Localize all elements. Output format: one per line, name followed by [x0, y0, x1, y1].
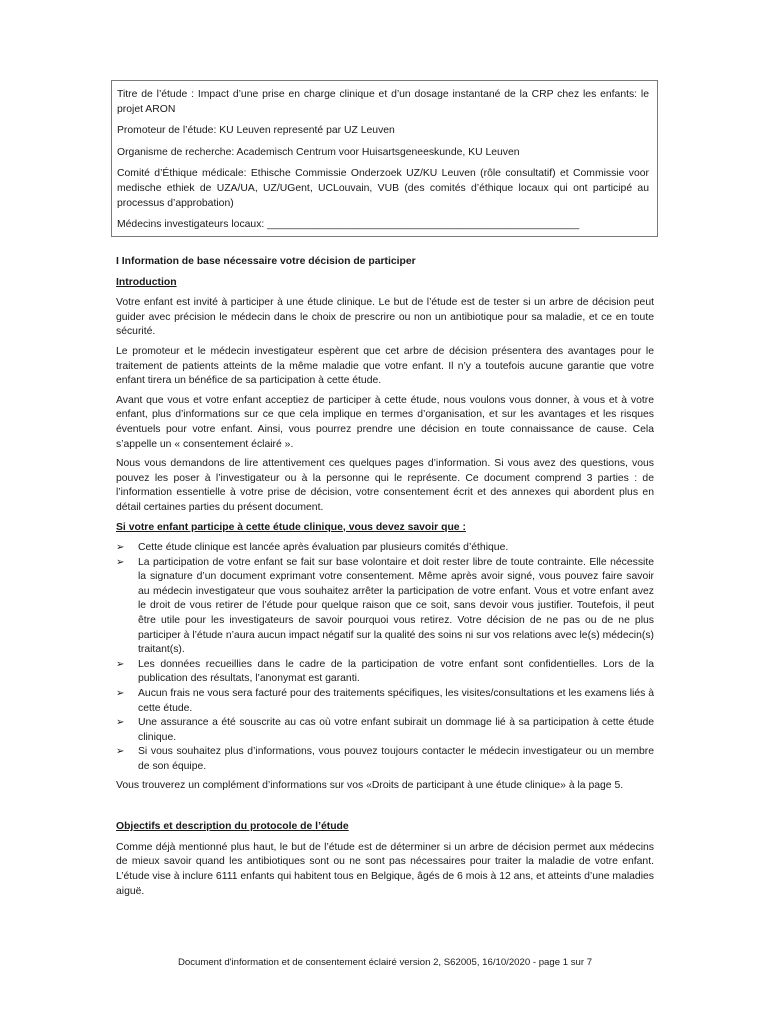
- objectives-heading: Objectifs et description du protocole de l’étude: [116, 821, 349, 833]
- list-item: [116, 687, 654, 716]
- arrow-bullet-icon: ➢: [116, 556, 125, 568]
- list-item: [116, 556, 654, 658]
- intro-paragraph: Le promoteur et le médecin investigateur espèrent que cet arbre de décision présentera des avantages pour le traitement de patients atteints de la même maladie que votre enfant. Il n’y a toutefois aucune garantie que votre enfant tirera un bénéfice de sa participation à cette étude.: [116, 345, 654, 387]
- list-item-text: Si vous souhaitez plus d’informations, vous pouvez toujours contacter le médecin investigateur ou un membre de son équipe.: [138, 746, 654, 772]
- arrow-bullet-icon: ➢: [116, 717, 125, 729]
- intro-paragraph: Nous vous demandons de lire attentivement ces quelques pages d’information. Si vous avez des questions, vous pouvez les poser à l’investigateur ou à la personne qui le représente. Ce document comprend 3 parties : de l’information essentielle à votre prise de décision, votre consentement écrit et des annexes qui abordent plus en détail certaines parties du présent document.: [116, 458, 654, 513]
- section-title: I Information de base nécessaire votre décision de participer: [116, 256, 416, 267]
- rights-reference: Vous trouverez un complément d’informations sur vos «Droits de participant à une étude clinique» à la page 5.: [116, 779, 624, 791]
- list-item: [116, 541, 654, 556]
- list-item-text: Cette étude clinique est lancée après évaluation par plusieurs comités d’éthique.: [138, 542, 509, 554]
- intro-paragraph: Votre enfant est invité à participer à une étude clinique. Le but de l’étude est de tester si un arbre de décision peut guider avec précision le médecin dans le choix de prescrire ou non un antibiotique pour sa maladie, et ce en toute sécurité.: [116, 297, 654, 338]
- intro-paragraph: Avant que vous et votre enfant acceptiez de participer à cette étude, nous voulons vous donner, à vous et à votre enfant, plus d’informations sur ce que cela implique en termes d’organisation, et sur les avantages et les risques éventuels pour votre enfant. Ainsi, vous pourrez prendre une décision en toute connaissance de cause. Cela s’appelle un « consentement éclairé ».: [116, 394, 654, 450]
- page-footer: Document d'information et de consentement éclairé version 2, S62005, 16/10/2020 - page 1 sur 7: [177, 957, 593, 968]
- must-know-heading: Si votre enfant participe à cette étude clinique, vous devez savoir que :: [116, 521, 466, 533]
- introduction-heading: Introduction: [116, 276, 177, 288]
- arrow-bullet-icon: ➢: [116, 658, 125, 670]
- must-know-list: [116, 541, 654, 775]
- list-item: [116, 658, 654, 687]
- study-promoter: Promoteur de l’étude: KU Leuven representé par UZ Leuven: [117, 125, 395, 137]
- list-item-text: Aucun frais ne vous sera facturé pour des traitements spécifiques, les visites/consultations et les examens liés à cette étude.: [138, 688, 654, 714]
- list-item: [116, 716, 654, 745]
- study-info-box: [111, 80, 658, 237]
- arrow-bullet-icon: ➢: [116, 542, 125, 554]
- local-investigators: Médecins investigateurs locaux: ______________________________________________________: [117, 219, 580, 231]
- list-item-text: La participation de votre enfant se fait sur base volontaire et doit rester libre de toute contrainte. Elle nécessite la signature d’un document exprimant votre consentement. Même après avoir signé, vous pouvez faire savoir au médecin investigateur que vous souhaitez arrêter la participation de votre enfant. Vous et votre enfant avez le droit de vous retirer de l’étude pour quelque raison que ce soit, sans devoir vous justifier. Toutefois, il peut être utile pour les investigateurs de savoir pourquoi vous retirez. Votre décision de ne pas ou de ne plus participer à l’étude n’aura aucun impact négatif sur la qualité des soins ni sur vos relations avec le(s) médecin(s) traitant(s).: [138, 556, 654, 656]
- list-item-text: Les données recueillies dans le cadre de la participation de votre enfant sont confidentielles. Lors de la publication des résultats, l’anonymat est garanti.: [138, 658, 654, 685]
- arrow-bullet-icon: ➢: [116, 688, 125, 700]
- study-title: Titre de l’étude : Impact d’une prise en charge clinique et d’un dosage instantané de la CRP chez les enfants: le projet ARON: [117, 89, 649, 115]
- list-item-text: Une assurance a été souscrite au cas où votre enfant subirait un dommage lié à sa participation à cette étude clinique.: [138, 717, 654, 743]
- document-body: [116, 255, 654, 904]
- objectives-paragraph: Comme déjà mentionné plus haut, le but de l’étude est de déterminer si un arbre de décision permet aux médecins de mieux savoir quand les antibiotiques sont ou ne sont pas nécessaires pour traiter la maladie de votre enfant. L’étude vise à inclure 6111 enfants qui habitent tous en Belgique, âgés de 6 mois à 12 ans, et atteints d’une maladies aiguë.: [116, 841, 654, 897]
- list-item: [116, 745, 654, 774]
- research-organisation: Organisme de recherche: Academisch Centrum voor Huisartsgeneeskunde, KU Leuven: [117, 146, 520, 158]
- ethics-committee: Comité d’Éthique médicale: Ethische Commissie Onderzoek UZ/KU Leuven (rôle consultatif) et Commissie voor medische ethiek de UZA/UA, UZ/UGent, UCLouvain, VUB (des comités d’éthique locaux qui ont participé au processus d’approbation): [117, 168, 649, 209]
- arrow-bullet-icon: ➢: [116, 746, 125, 758]
